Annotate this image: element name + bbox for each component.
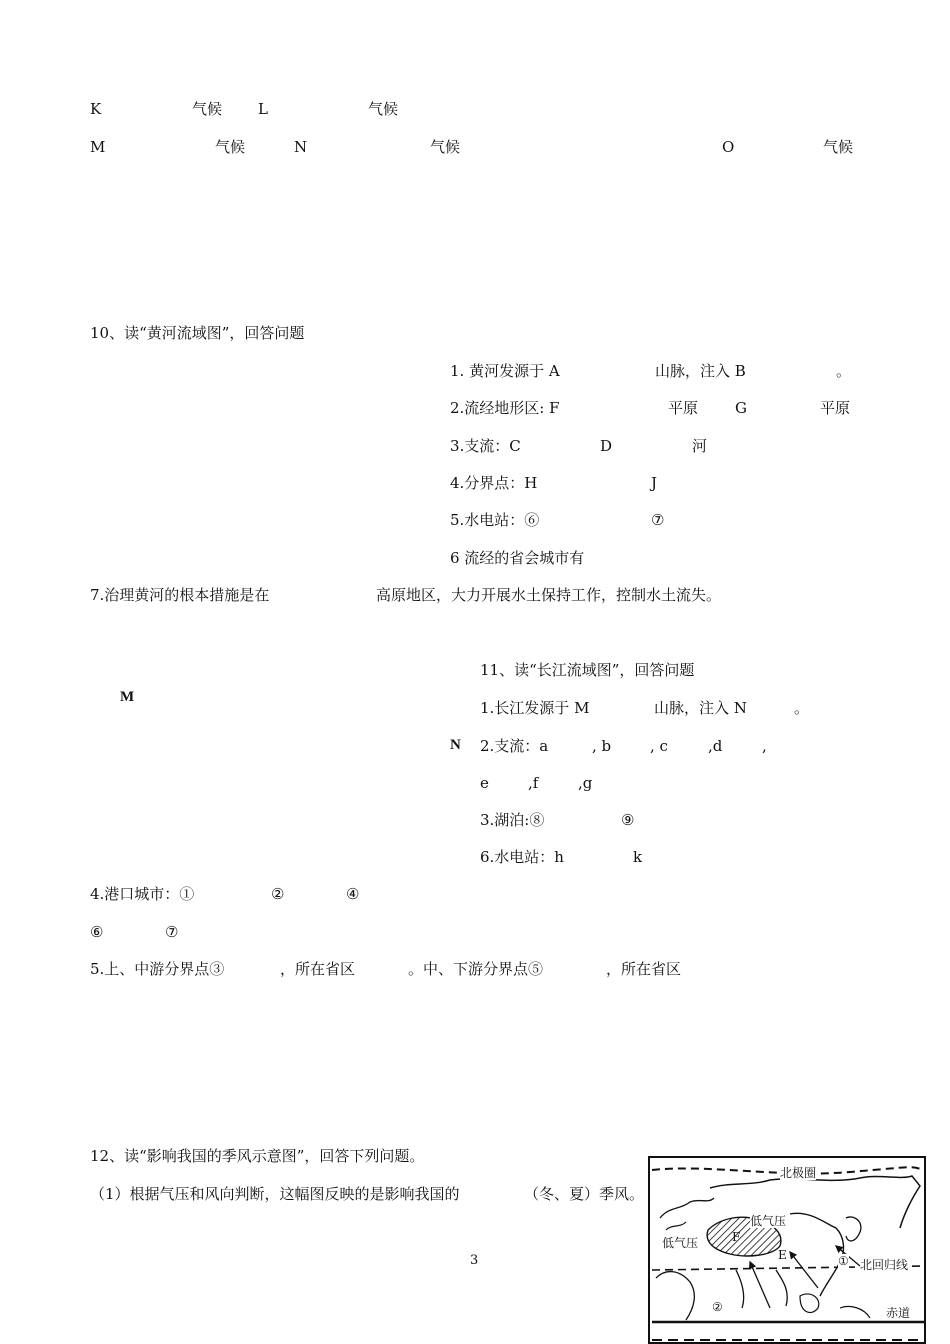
climate-label-o: O — [722, 138, 735, 156]
q11-line3-b: ⑨ — [621, 811, 635, 829]
climate-suffix-n: 气候 — [430, 138, 461, 156]
monsoon-map-figure — [648, 1156, 926, 1344]
q10-line1-a: 1. 黄河发源于 A — [450, 362, 560, 380]
q10-line3-b: D — [600, 437, 613, 455]
q10-line2-d: 平原 — [820, 399, 851, 417]
q10-line7-b: 高原地区，大力开展水土保持工作，控制水土流失。 — [376, 586, 722, 604]
q10-line2-c: G — [735, 399, 747, 417]
q11-line4-a: 4.港口城市：① — [90, 885, 195, 903]
q10-line1-c: 。 — [836, 362, 852, 380]
map-label-circle-1: ① — [838, 1254, 849, 1268]
q11-map-label-m: M — [120, 689, 135, 705]
map-label-tropic: 北回归线 — [860, 1258, 909, 1272]
climate-label-l: L — [258, 100, 268, 118]
q11-line4-c: ④ — [346, 885, 360, 903]
q10-line7-a: 7.治理黄河的根本措施是在 — [90, 586, 270, 604]
monsoon-map-drawing — [650, 1158, 924, 1342]
q11-map-label-n: N — [450, 737, 461, 753]
map-label-equator: 赤道 — [886, 1306, 911, 1320]
climate-label-m: M — [90, 138, 106, 156]
map-label-e: E — [778, 1248, 787, 1262]
q11-line4-e: ⑦ — [165, 923, 179, 941]
q11-line4-d: ⑥ — [90, 923, 104, 941]
climate-suffix-k: 气候 — [192, 100, 223, 118]
q11-line5-c: 。中、下游分界点⑤ — [408, 960, 544, 978]
q10-line1-b: 山脉，注入 B — [655, 362, 746, 380]
q10-line2-b: 平原 — [668, 399, 699, 417]
q12-q1-a: （1）根据气压和风向判断，这幅图反映的是影响我国的 — [90, 1185, 460, 1203]
q10-line6: 6 流经的省会城市有 — [450, 549, 585, 567]
climate-suffix-o: 气候 — [823, 138, 854, 156]
q10-line4-b: J — [651, 474, 658, 492]
q11-line5-b: ，所在省区 — [280, 960, 356, 978]
q11-line2-a: 2.支流：a — [480, 737, 549, 755]
q11-line4-b: ② — [271, 885, 285, 903]
q11-line6-b: k — [633, 848, 643, 866]
q10-line3-a: 3.支流：C — [450, 437, 521, 455]
climate-label-k: K — [90, 100, 102, 118]
map-label-low-pressure-1: 低气压 — [750, 1214, 787, 1228]
q11-line2-d: ,d — [708, 737, 723, 755]
q10-line5-b: ⑦ — [651, 511, 665, 529]
q11-line1-a: 1.长江发源于 M — [480, 699, 590, 717]
q11-line2-h: ,g — [578, 774, 593, 792]
q11-line2-f: e — [480, 774, 489, 792]
q11-line1-c: 。 — [794, 699, 810, 717]
q11-line3-a: 3.湖泊:⑧ — [480, 811, 545, 829]
climate-label-n: N — [294, 138, 308, 156]
q11-line5-a: 5.上、中游分界点③ — [90, 960, 225, 978]
page-number: 3 — [470, 1253, 479, 1268]
q10-title: 10、读“黄河流域图”，回答问题 — [90, 324, 305, 342]
climate-suffix-m: 气候 — [215, 138, 246, 156]
map-label-f: F — [732, 1230, 741, 1244]
q12-q1-b: （冬、夏）季风。 — [524, 1185, 645, 1203]
q12-title: 12、读“影响我国的季风示意图”，回答下列问题。 — [90, 1147, 425, 1165]
q11-line2-e: , — [762, 737, 767, 755]
map-label-low-pressure-2: 低气压 — [662, 1236, 699, 1250]
q11-line2-b: , b — [592, 737, 612, 755]
map-label-circle-2: ② — [712, 1300, 723, 1314]
q11-line2-g: ,f — [528, 774, 539, 792]
q11-line5-d: ，所在省区 — [606, 960, 682, 978]
q10-line5-a: 5.水电站：⑥ — [450, 511, 540, 529]
climate-suffix-l: 气候 — [368, 100, 399, 118]
q11-line1-b: 山脉，注入 N — [654, 699, 747, 717]
q10-line4-a: 4.分界点：H — [450, 474, 538, 492]
q11-line6-a: 6.水电站：h — [480, 848, 564, 866]
q10-line2-a: 2.流经地形区: F — [450, 399, 560, 417]
q10-line3-c: 河 — [692, 437, 708, 455]
q11-line2-c: , c — [650, 737, 668, 755]
map-label-arctic-circle: 北极圈 — [780, 1166, 817, 1180]
q11-title: 11、读“长江流域图”，回答问题 — [480, 661, 695, 679]
